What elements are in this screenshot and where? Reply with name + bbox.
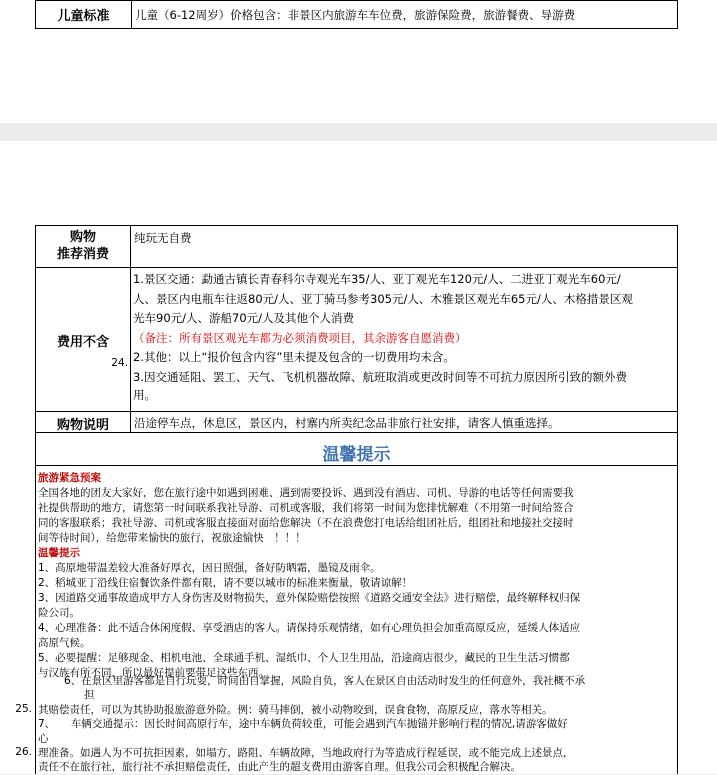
emergency-title: 旅游紧急预案 <box>38 472 101 484</box>
row-marker-24: 24. <box>111 357 128 369</box>
row-marker-25: 25. <box>15 703 32 715</box>
fees-item2: 2.其他：以上“报价包含内容”里未提及包含的一切费用均未含。 <box>133 350 455 364</box>
fees-item3 <box>133 368 678 404</box>
table-border-top <box>35 225 678 226</box>
purchase-text: 沿途停车点，休息区，景区内，村寨内所卖纪念品非旅行社安排，请客人慎重选择。 <box>134 416 560 430</box>
tips-content <box>38 471 580 681</box>
row-marker-26: 26. <box>15 746 32 758</box>
warm-line: 险公司。 <box>38 607 80 619</box>
item7-line-d: 责任不在旅行社，旅行社不承担赔偿责任，由此产生的超支费用由游客自理。但我公司会积极配合解决。 <box>38 761 521 773</box>
item7-line-b: 心 <box>38 733 49 745</box>
shopping-label-line2: 推荐消费 <box>56 247 109 262</box>
shopping-text: 纯玩无自费 <box>134 231 192 245</box>
table-row-divider <box>35 267 678 268</box>
child-standard-text: 儿童（6-12周岁）价格包含：非景区内旅游车车位费，旅游保险费，旅游餐费、导游费 <box>132 1 678 29</box>
item7-line-c: 理准备。如遇人为不可抗拒因素，如塌方、路阻、车辆故障，当地政府行为等造成行程延误，或不能完成上述景点， <box>38 747 574 759</box>
fees-label: 费用不含 <box>56 335 109 350</box>
fees-item3-line: 3.因交通延阻、罢工、天气、飞机机器故障、航班取消或更改时间等不可抗力原因所引致的额外费 <box>133 369 627 384</box>
item6-line-b: 担 <box>84 689 95 701</box>
emergency-line: 间等待时间），给您带来愉快的旅行，祝旅途愉快 ！！！ <box>38 532 306 544</box>
page-one <box>0 0 717 123</box>
shopping-label-line1: 购物 <box>69 230 96 245</box>
emergency-line: 同的客服联系；我社导游、司机或客服直接面对面给您解决（不在浪费您打电话给组团社后，组团社和地接社交接时 <box>38 517 574 529</box>
fees-note: （备注：所有景区观光车都为必须消费项目，其余游客自愿消费） <box>133 330 467 345</box>
warm-line: 2、稻城亚丁沿线住宿餐饮条件都有限，请不要以城市的标准来衡量，敬请谅解！ <box>38 577 413 589</box>
table-column-divider <box>130 225 131 433</box>
fees-line: 1.景区交通：勐通古镇长青春科尔寺观光车35/人、亚丁观光车120元/人、二进亚丁观光车60元/ <box>133 272 621 286</box>
warm-line: 高原气候。 <box>38 637 91 649</box>
shopping-label <box>36 229 130 263</box>
table-row-divider <box>35 411 678 412</box>
tips-divider <box>36 465 677 466</box>
warm-line: 4、心理准备：此不适合休闲度假、享受酒店的客人。请保持乐观情绪，如有心理负担会加重高原反应，延缓人体适应 <box>38 622 581 634</box>
item7-line-a: 7、 车辆交通提示：因长时间高原行车，途中车辆负荷较重，可能会遇到汽车抛锚并影响行程的情况,请游客做好 <box>38 718 568 730</box>
child-standard-label: 儿童标准 <box>36 1 132 29</box>
emergency-line: 全国各地的团友大家好，您在旅行途中如遇到困难、遇到需要投诉、遇到没有酒店、司机、导游的电话等任何需要我 <box>38 487 574 499</box>
tips-title: 温馨提示 <box>322 445 391 465</box>
item6-line-a: 6、在景区里游客都是自行玩耍，时间由自掌握，风险自负，客人在景区自由活动时发生的任何意外，我社概不承 <box>64 675 586 687</box>
item6-line-c: 其赔偿责任，可以为其协助报旅游意外险。例：骑马摔倒，被小动物咬到，误食食物，高原反应，落水等相关。 <box>38 704 553 716</box>
warm-title: 温馨提示 <box>38 547 80 559</box>
warm-line: 与汉族有所不同，所以最好提前要带足这些东西。 <box>38 667 269 679</box>
fees-content <box>133 270 678 404</box>
warm-line: 3、因道路交通事故造成甲方人身伤害及财物损失，意外保险赔偿按照《道路交通安全法》进行赔偿，最终解释权归保 <box>38 592 581 604</box>
warm-line: 5、必要提醒：足够现金、相机电池、全球通手机、湿纸巾、个人卫生用品，沿途商店很少，藏民的卫生生活习惯都 <box>38 652 570 664</box>
child-standard-table <box>35 0 678 29</box>
page-two <box>0 141 717 774</box>
purchase-label: 购物说明 <box>56 418 109 433</box>
fees-line: 人、景区内电瓶车往返80元/人、亚丁骑马参考305元/人、木雅景区观光车65元/人、木格措景区观 <box>133 291 633 306</box>
fees-line: 光车90元/人、游船70元/人及其他个人消费 <box>133 311 355 325</box>
fees-item3-line: 用。 <box>133 387 156 402</box>
emergency-line: 社提供帮助的地方，请您第一时间联系我社导游、司机或客服，我们将第一时间为您排忧解难（不用第一时间给签合 <box>38 502 574 514</box>
warm-line: 1、高原地带温差较大准备好厚衣，因日照强，备好防晒霜，墨镜及雨伞。 <box>38 562 381 574</box>
